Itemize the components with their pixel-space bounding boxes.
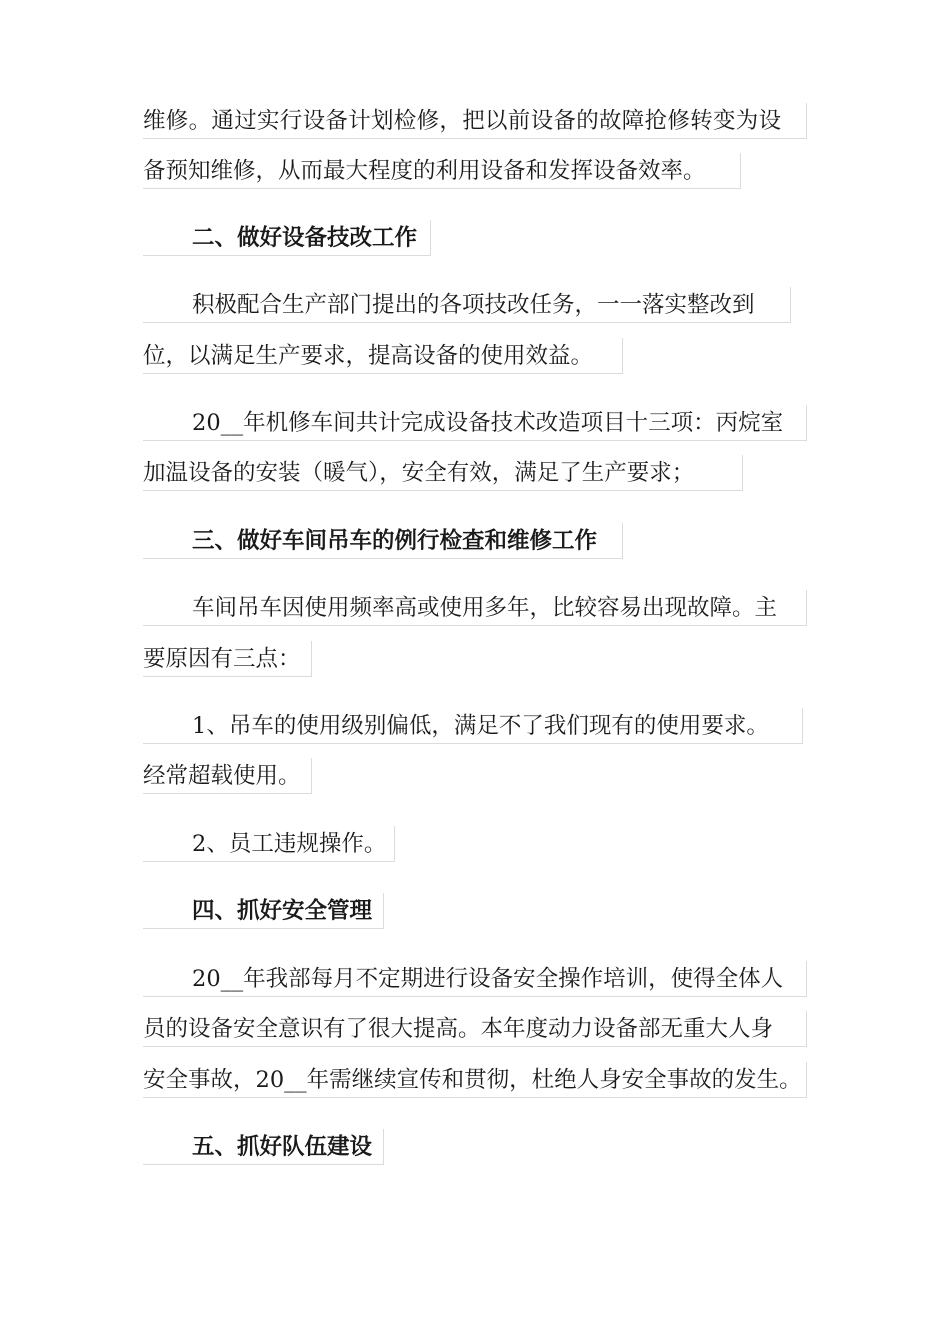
section-heading: 三、做好车间吊车的例行检查和维修工作 [143, 523, 623, 559]
body-text-line: 1、吊车的使用级别偏低，满足不了我们现有的使用要求。 [143, 708, 803, 744]
section-heading: 二、做好设备技改工作 [143, 220, 431, 256]
body-text-line: 要原因有三点： [143, 641, 312, 677]
body-text-line: 加温设备的安装（暖气），安全有效，满足了生产要求； [143, 455, 743, 491]
body-text-line: 维修。通过实行设备计划检修，把以前设备的故障抢修转变为设 [143, 103, 807, 139]
body-text-line: 20__年我部每月不定期进行设备安全操作培训，使得全体人 [143, 961, 807, 997]
body-text-line: 员的设备安全意识有了很大提高。本年度动力设备部无重大人身 [143, 1011, 807, 1047]
body-text-line: 车间吊车因使用频率高或使用多年，比较容易出现故障。主 [143, 590, 807, 626]
section-heading: 四、抓好安全管理 [143, 893, 384, 929]
section-heading: 五、抓好队伍建设 [143, 1129, 384, 1165]
body-text-line: 安全事故，20__年需继续宣传和贯彻，杜绝人身安全事故的发生。 [143, 1062, 807, 1098]
body-text-line: 备预知维修，从而最大程度的利用设备和发挥设备效率。 [143, 153, 741, 189]
body-text-line: 积极配合生产部门提出的各项技改任务，一一落实整改到 [143, 287, 791, 323]
body-text-line: 位，以满足生产要求，提高设备的使用效益。 [143, 338, 623, 374]
body-text-line: 经常超载使用。 [143, 758, 312, 794]
body-text-line: 20__年机修车间共计完成设备技术改造项目十三项：丙烷室 [143, 405, 807, 441]
body-text-line: 2、员工违规操作。 [143, 826, 395, 862]
